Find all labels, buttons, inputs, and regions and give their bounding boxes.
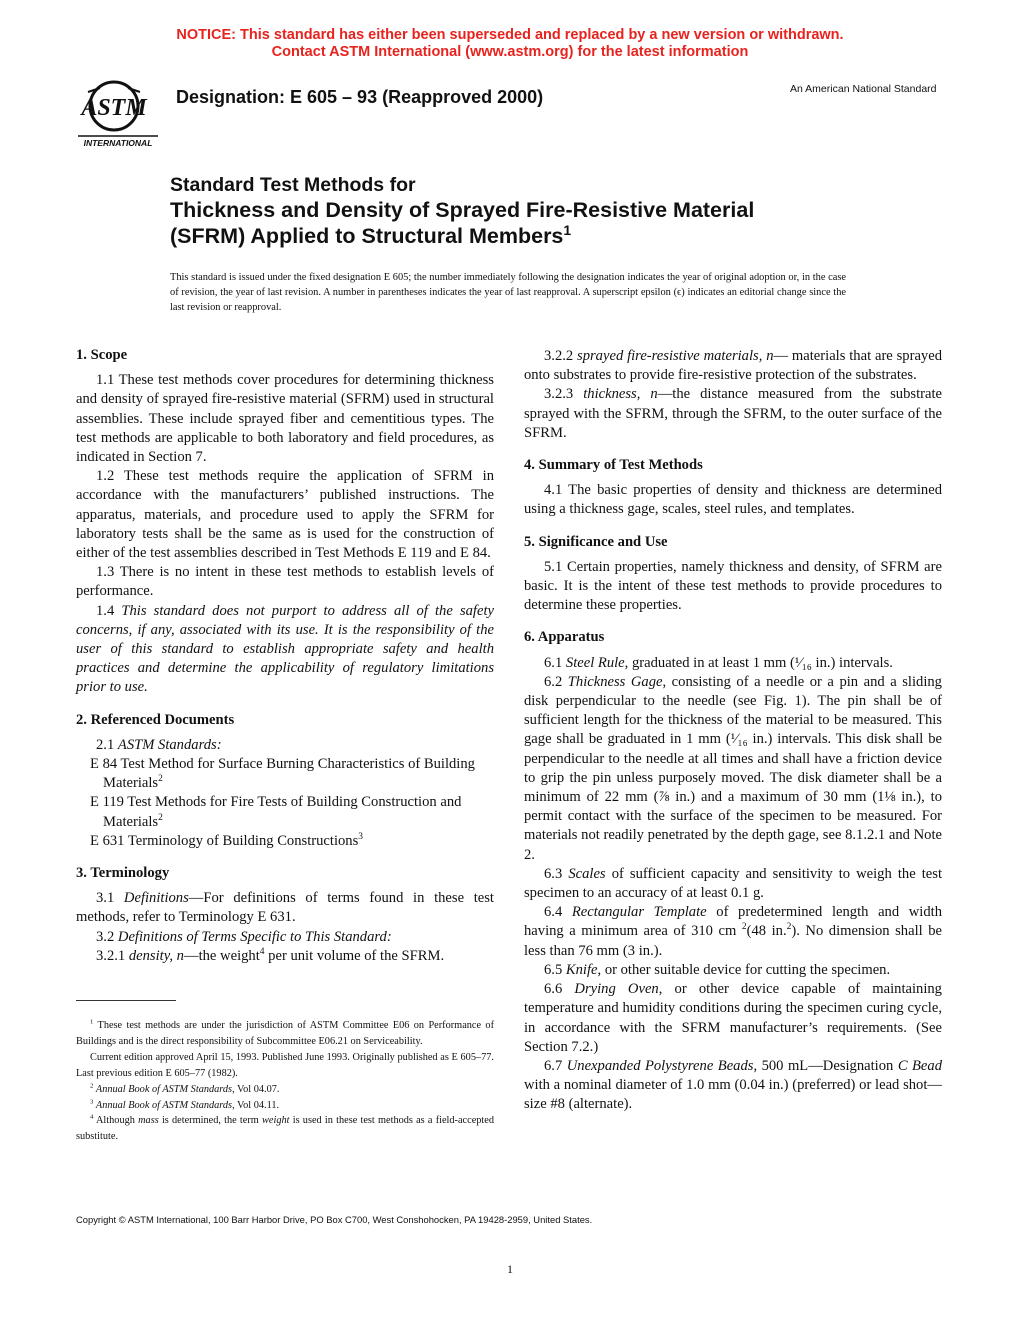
para-6-3: 6.3 Scales of sufficient capacity and sensitivity to weigh the test specimen to an accuracy of at least 0.1 g.	[524, 865, 943, 902]
title-line-2: Thickness and Density of Sprayed Fire-Resistive Material	[170, 198, 755, 222]
para-5-1: 5.1 Certain properties, namely thickness and density, of SFRM are basic. It is the intent of these test methods to provide procedures to determine these properties.	[524, 558, 942, 614]
para-6-1: 6.1 Steel Rule, graduated in at least 1 mm (¹⁄₁₆ in.) intervals.	[544, 654, 893, 671]
para-6-7: 6.7 Unexpanded Polystyrene Beads, 500 mL—Designation C Bead with a nominal diameter of 1.0 mm (0.04 in.) (preferred) or lead shot—size #8 (alternate).	[524, 1057, 943, 1113]
notice-line-2: Contact ASTM International (www.astm.org) for the latest information	[271, 44, 749, 60]
copyright-line: Copyright © ASTM International, 100 Barr Harbor Drive, PO Box C700, West Conshohocken, PA 19428-2959, United States.	[76, 1214, 593, 1225]
footnote-1-continued: Current edition approved April 15, 1993. Published June 1993. Originally published as E 605–77. Last previous edition E 605–77 (1982).	[76, 1051, 494, 1079]
footnote-divider	[76, 1000, 176, 1001]
title-line-3: (SFRM) Applied to Structural Members$^1$	[170, 221, 572, 248]
para-3-2-2: 3.2.2 sprayed fire-resistive materials, n— materials that are sprayed onto substrates to provide fire-resistive protection of the substrates.	[524, 348, 942, 384]
logo-letters: ASTM	[81, 95, 147, 121]
para-6-2: 6.2 Thickness Gage, consisting of a needle or a pin and a sliding disk perpendicular to the needle (see Fig. 1). The pin shall be of sufficient length for the thickness of the material to be measured. This gage shall be graduated in 1 mm (¹⁄₁₆ in.) intervals. This disk shall be perpendicular to the needle at all times and shall have a friction device to grip the pin unless purposely moved. The disk diameter shall be a minimum of 22 mm (⅞ in.) and a maximum of 30 mm (1⅛ in.), to permit contact with the surface of the specimen to be measured. For materials not readily penetrated by the depth gage, see 8.1.2.1 and Note 2.	[524, 673, 942, 863]
left-column	[76, 346, 494, 966]
section-refdocs-heading: 2. Referenced Documents	[76, 711, 235, 728]
para-4-1: 4.1 The basic properties of density and thickness are determined using a thickness gage, scales, steel rules, and templates.	[524, 482, 942, 518]
logo-subtext: INTERNATIONAL	[83, 138, 153, 148]
footnote-2: $^2$ Annual Book of ASTM Standards, Vol 04.07.	[90, 1082, 280, 1095]
footnotes	[76, 1018, 494, 1145]
section-apparatus-heading: 6. Apparatus	[524, 629, 605, 646]
american-national-standard: An American National Standard	[790, 83, 937, 95]
notice-banner	[0, 27, 1020, 61]
issuance-note: This standard is issued under the fixed designation E 605; the number immediately following the designation indicates the year of original adoption or, in the case of revision, the year of last revision. A number in parentheses indicates the year of last reapproval. A superscript epsilon (ϵ) indicates an editorial change since the last revision or reapproval.	[170, 272, 846, 313]
para-6-5: 6.5 Knife, or other suitable device for cutting the specimen.	[544, 961, 891, 978]
page-number: 1	[507, 1262, 513, 1276]
para-6-4: 6.4 Rectangular Template of predetermined length and width having a minimum area of 310 cm $^2$(48 in.$^2$). No dimension shall be less than 76 mm (3 in.).	[524, 904, 943, 959]
designation: Designation: E 605 – 93 (Reapproved 2000)	[176, 87, 544, 107]
section-terminology-heading: 3. Terminology	[76, 865, 170, 882]
document-title	[170, 173, 930, 249]
para-3-2-3: 3.2.3 thickness, n—the distance measured from the substrate sprayed with the SFRM, through the SFRM, to the outer surface of the SFRM.	[524, 386, 942, 441]
reference-e84: E 84 Test Method for Surface Burning Characteristics of Building Materials$^2$	[90, 756, 475, 792]
notice-line-1: NOTICE: This standard has either been superseded and replaced by a new version or withdrawn.	[176, 27, 844, 43]
title-line-1: Standard Test Methods for	[170, 174, 416, 196]
section-summary-heading: 4. Summary of Test Methods	[524, 457, 703, 474]
para-1-3: 1.3 There is no intent in these test methods to establish levels of performance.	[76, 564, 494, 600]
para-3-2-1: 3.2.1 density, n—the weight$^4$ per unit volume of the SFRM.	[96, 947, 445, 964]
section-scope-heading: 1. Scope	[76, 347, 128, 363]
para-1-4: 1.4 This standard does not purport to address all of the safety concerns, if any, associated with its use. It is the responsibility of the user of this standard to establish appropriate safety and health practices and determine the applicability of regulatory limitations prior to use.	[76, 602, 494, 696]
footnote-3: $^3$ Annual Book of ASTM Standards, Vol 04.11.	[90, 1098, 280, 1111]
para-6-6: 6.6 Drying Oven, or other device capable of maintaining temperature and humidity conditions during the specimen curing cycle, in accordance with the SFRM manufacturer’s requirements. (See Section 7.2.)	[524, 981, 942, 1055]
para-3-2: 3.2 Definitions of Terms Specific to This Standard:	[96, 928, 392, 945]
footnote-4: $^4$ Although mass is determined, the term weight is used in these test methods as a field-accepted substitute.	[76, 1114, 494, 1143]
para-1-2: 1.2 These test methods require the application of SFRM in accordance with the manufacturers’ published instructions. The apparatus, materials, and procedure used to apply the SFRM for laboratory tests shall be the same as is used for the construction of either of the test assemblies described in Test Methods E 119 and E 84.	[76, 468, 494, 562]
astm-logo	[74, 78, 162, 150]
para-2-1: 2.1 ASTM Standards:	[96, 736, 222, 753]
right-column	[524, 347, 942, 1115]
para-1-1: 1.1 These test methods cover procedures for determining thickness and density of sprayed fire-resistive material (SFRM) used in structural assemblies. These include sprayed fiber and cementitious types. The test methods are applicable to both laboratory and field procedures, as indicated in Section 7.	[76, 372, 494, 466]
reference-e631: E 631 Terminology of Building Constructions$^3$	[90, 832, 364, 849]
para-3-1: 3.1 Definitions—For definitions of terms found in these test methods, refer to Terminology E 631.	[76, 890, 494, 926]
section-significance-heading: 5. Significance and Use	[524, 533, 668, 550]
reference-e119: E 119 Test Methods for Fire Tests of Building Construction and Materials$^2$	[90, 794, 462, 830]
title-footnote-mark: 1	[563, 221, 572, 238]
footnote-1: $^1$ These test methods are under the jurisdiction of ASTM Committee E06 on Performance of Buildings and is the direct responsibility of Subcommittee E06.21 on Serviceability.	[76, 1018, 494, 1047]
